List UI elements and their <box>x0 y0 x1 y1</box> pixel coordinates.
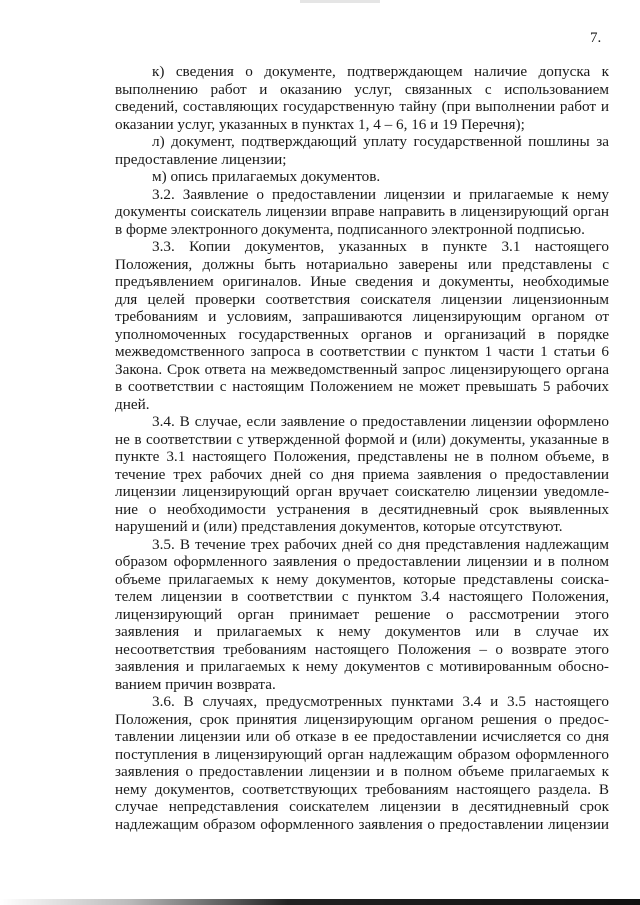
paragraph <box>115 693 609 833</box>
paragraph <box>115 133 609 168</box>
text-line: межведомственного запроса в соответствии с пунктом 1 части 1 статьи 6 <box>115 343 609 360</box>
text-line: документы соискатель лицензии вправе направить в лицензирующий орган <box>115 203 609 220</box>
text-line: заявления о предоставлении лицензии и в полном объеме прилагаемых к <box>115 763 609 780</box>
text-line: пункте 3.1 настоящего Положения, представлены не в полном объеме, в <box>115 448 609 465</box>
text-line: л) документ, подтверждающий уплату государственной пошлины за <box>152 133 609 150</box>
text-line: предъявлением оригиналов. Иные сведения и документы, необходимые <box>115 273 609 290</box>
text-line: лицензирующий орган принимает решение о рассмотрении этого <box>115 605 609 623</box>
document-body <box>115 63 609 833</box>
text-line: Положения, срок принятия лицензирующим органом решения о предос- <box>115 710 609 728</box>
text-line: заявления и прилагаемых к нему документов или в случае их <box>115 623 609 640</box>
text-line: случае непредставления соискателем лицензии в десятидневный срок <box>115 798 609 815</box>
text-line: Положения, должны быть нотариально заверены или представлены с <box>115 255 609 273</box>
paragraph <box>115 536 609 694</box>
text-line: дней. <box>115 395 150 413</box>
paragraph <box>115 186 609 239</box>
text-line: не в соответствии с утвержденной формой и (или) документы, указанные в <box>115 430 609 448</box>
text-line: требованиям и условиям, запрашиваются лицензирующим органом от <box>115 308 609 325</box>
text-line: несоответствия требованиям настоящего Положения – о возврате этого <box>115 640 609 658</box>
text-line: ванием причин возврата. <box>115 675 276 693</box>
text-line: предоставление лицензии; <box>115 150 287 168</box>
text-line: течение трех рабочих дней со дня приема заявления о предоставлении <box>115 465 609 483</box>
text-line: выполнению работ и оказанию услуг, связанных с использованием <box>115 80 609 98</box>
text-line: 3.5. В течение трех рабочих дней со дня представления надлежащим <box>152 535 609 553</box>
text-line: Закона. Срок ответа на межведомственный запрос лицензирующего органа <box>115 360 609 378</box>
text-line: 3.4. В случае, если заявление о предоставлении лицензии оформлено <box>152 413 609 430</box>
text-line: сведений, составляющих государственную тайну (при выполнении работ и <box>115 98 609 115</box>
text-line: лицензии лицензирующий орган вручает соискателю лицензии уведомле- <box>115 483 609 500</box>
text-line: м) опись прилагаемых документов. <box>152 168 381 185</box>
text-line: оказании услуг, указанных в пунктах 1, 4 – 6, 16 и 19 Перечня); <box>115 115 525 133</box>
paragraph <box>115 63 609 133</box>
text-line: 3.6. В случаях, предусмотренных пунктами 3.4 и 3.5 настоящего <box>152 693 609 710</box>
text-line: 3.3. Копии документов, указанных в пункте 3.1 настоящего <box>152 238 609 255</box>
text-line: образом оформленного заявления о предоставлении лицензии и в полном <box>115 553 609 570</box>
text-line: поступления в лицензирующий орган надлежащим образом оформленного <box>115 745 609 763</box>
text-line: для целей проверки соответствия соискателя лицензии лицензионным <box>115 290 609 308</box>
text-line: ние о необходимости устранения в десятидневный срок выявленных <box>115 500 609 518</box>
text-line: объеме прилагаемых к нему документов, которые представлены соиска- <box>115 570 609 588</box>
text-line: тавлении лицензии или об отказе в ее предоставлении исчисляется со дня <box>115 728 609 745</box>
text-line: телем лицензии в соответствии с пунктом 3.4 настоящего Положения, <box>115 588 609 605</box>
text-line: нему документов, соответствующих требованиям настоящего раздела. В <box>115 780 609 798</box>
text-line: в форме электронного документа, подписанного электронной подписью. <box>115 220 585 238</box>
paragraph <box>115 413 609 536</box>
text-line: надлежащим образом оформленного заявления о предоставлении лицензии <box>115 815 609 833</box>
scan-artifact <box>300 0 380 3</box>
text-line: уполномоченных государственных органов и организаций в порядке <box>115 325 609 343</box>
text-line: заявления и прилагаемых к нему документов с мотивированным обосно- <box>115 658 609 675</box>
text-line: 3.2. Заявление о предоставлении лицензии и прилагаемые к нему <box>152 185 609 203</box>
text-line: в соответствии с настоящим Положением не может превышать 5 рабочих <box>115 378 609 395</box>
scan-edge <box>0 899 640 905</box>
text-line: к) сведения о документе, подтверждающем наличие допуска к <box>152 63 609 80</box>
page-number: 7. <box>590 30 602 46</box>
text-line: нарушений и (или) представления документов, которые отсутствуют. <box>115 518 563 535</box>
paragraph <box>115 238 609 413</box>
paragraph <box>115 168 609 186</box>
